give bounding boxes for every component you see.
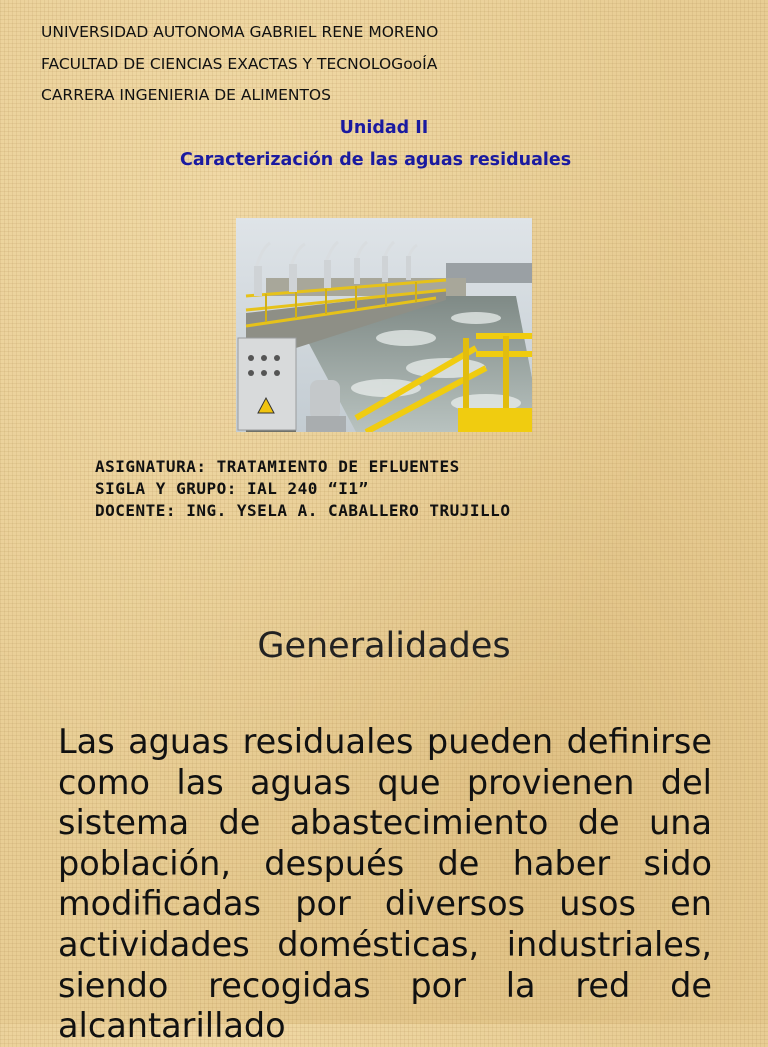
paragraph-line: alcantarillado <box>58 1006 286 1046</box>
course-subject: ASIGNATURA: TRATAMIENTO DE EFLUENTES <box>95 457 460 476</box>
paragraph-line: Las aguas residuales pueden definirse <box>58 722 712 761</box>
course-teacher: DOCENTE: ING. YSELA A. CABALLERO TRUJILLO <box>95 501 511 520</box>
section-title: Generalidades <box>257 626 511 666</box>
unit-subtitle: Caracterización de las aguas residuales <box>180 150 572 170</box>
unit-title: Unidad II <box>339 118 429 138</box>
paragraph-line: actividades domésticas, industriales, <box>58 924 712 964</box>
paragraph-line: como las aguas que provienen del <box>58 762 712 802</box>
course-code-group: SIGLA Y GRUPO: IAL 240 “I1” <box>95 479 369 498</box>
wastewater-plant-photo <box>236 218 532 432</box>
career-name: CARRERA INGENIERIA DE ALIMENTOS <box>41 86 331 104</box>
paragraph-line: población, después de haber sido <box>58 843 712 883</box>
definition-paragraph <box>58 722 712 1047</box>
paragraph-line: modificadas por diversos usos en <box>58 884 712 924</box>
faculty-name: FACULTAD DE CIENCIAS EXACTAS Y TECNOLOGooÍA <box>41 55 438 73</box>
paragraph-line: siendo recogidas por la red de <box>58 965 712 1005</box>
university-name: UNIVERSIDAD AUTONOMA GABRIEL RENE MORENO <box>41 23 439 41</box>
course-info <box>95 456 510 522</box>
paragraph-line: sistema de abastecimiento de una <box>58 803 712 843</box>
